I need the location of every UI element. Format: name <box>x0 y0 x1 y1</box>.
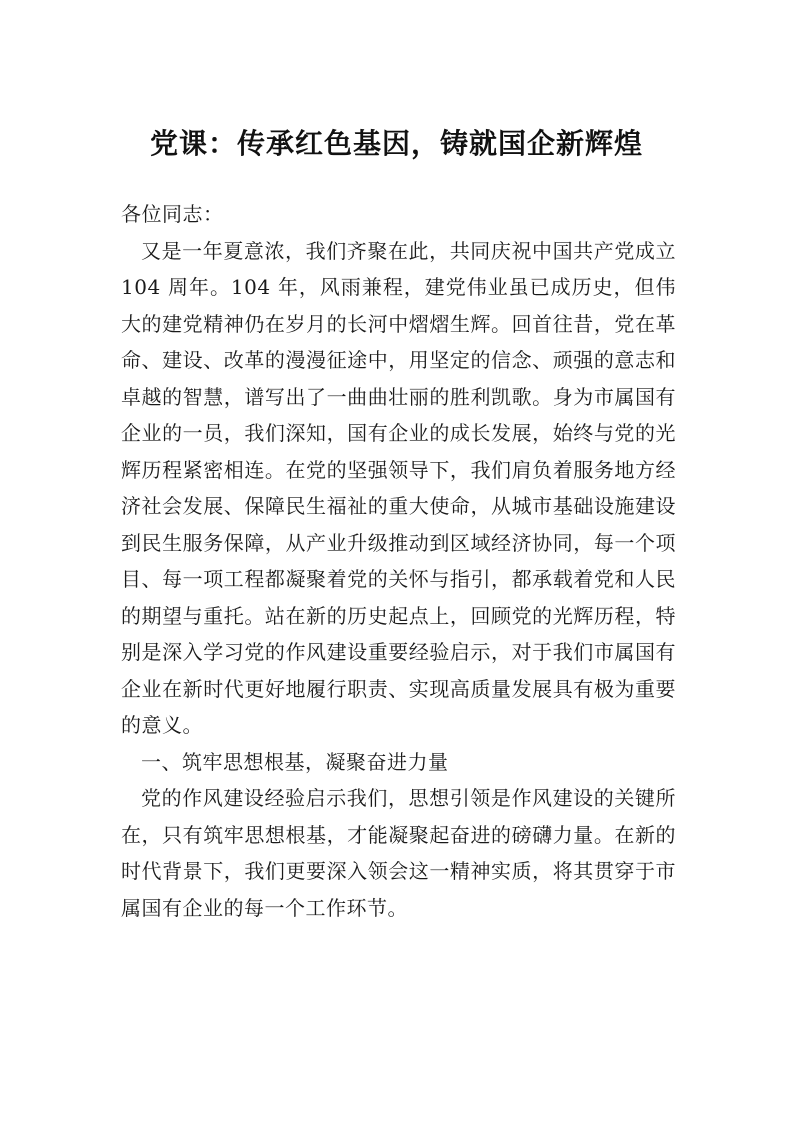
intro-paragraph: 又是一年夏意浓，我们齐聚在此，共同庆祝中国共产党成立 104 周年。104 年，风雨兼程，建党伟业虽已成历史，但伟大的建党精神仍在岁月的长河中熠熠生辉。回首往昔，党在革命、建设、改革的漫漫征途中，用坚定的信念、顽强的意志和卓越的智慧，谱写出了一曲曲壮丽的胜利凯歌。身为市属国有企业的一员，我们深知，国有企业的成长发展，始终与党的光辉历程紧密相连。在党的坚强领导下，我们肩负着服务地方经济社会发展、保障民生福祉的重大使命，从城市基础设施建设到民生服务保障，从产业升级推动到区域经济协同，每一个项目、每一项工程都凝聚着党的关怀与指引，都承载着党和人民的期望与重托。站在新的历史起点上，回顾党的光辉历程，特别是深入学习党的作风建设重要经验启示，对于我们市属国有企业在新时代更好地履行职责、实现高质量发展具有极为重要的意义。 <box>121 238 676 737</box>
document-title: 党课：传承红色基因，铸就国企新辉煌 <box>149 127 643 160</box>
document-body <box>121 196 676 926</box>
salutation: 各位同志： <box>121 202 224 226</box>
section-paragraph: 党的作风建设经验启示我们，思想引领是作风建设的关键所在，只有筑牢思想根基，才能凝聚起奋进的磅礴力量。在新的时代背景下，我们更要深入领会这一精神实质，将其贯穿于市属国有企业的每一个工作环节。 <box>121 786 676 920</box>
section-heading: 一、筑牢思想根基，凝聚奋进力量 <box>141 749 449 774</box>
